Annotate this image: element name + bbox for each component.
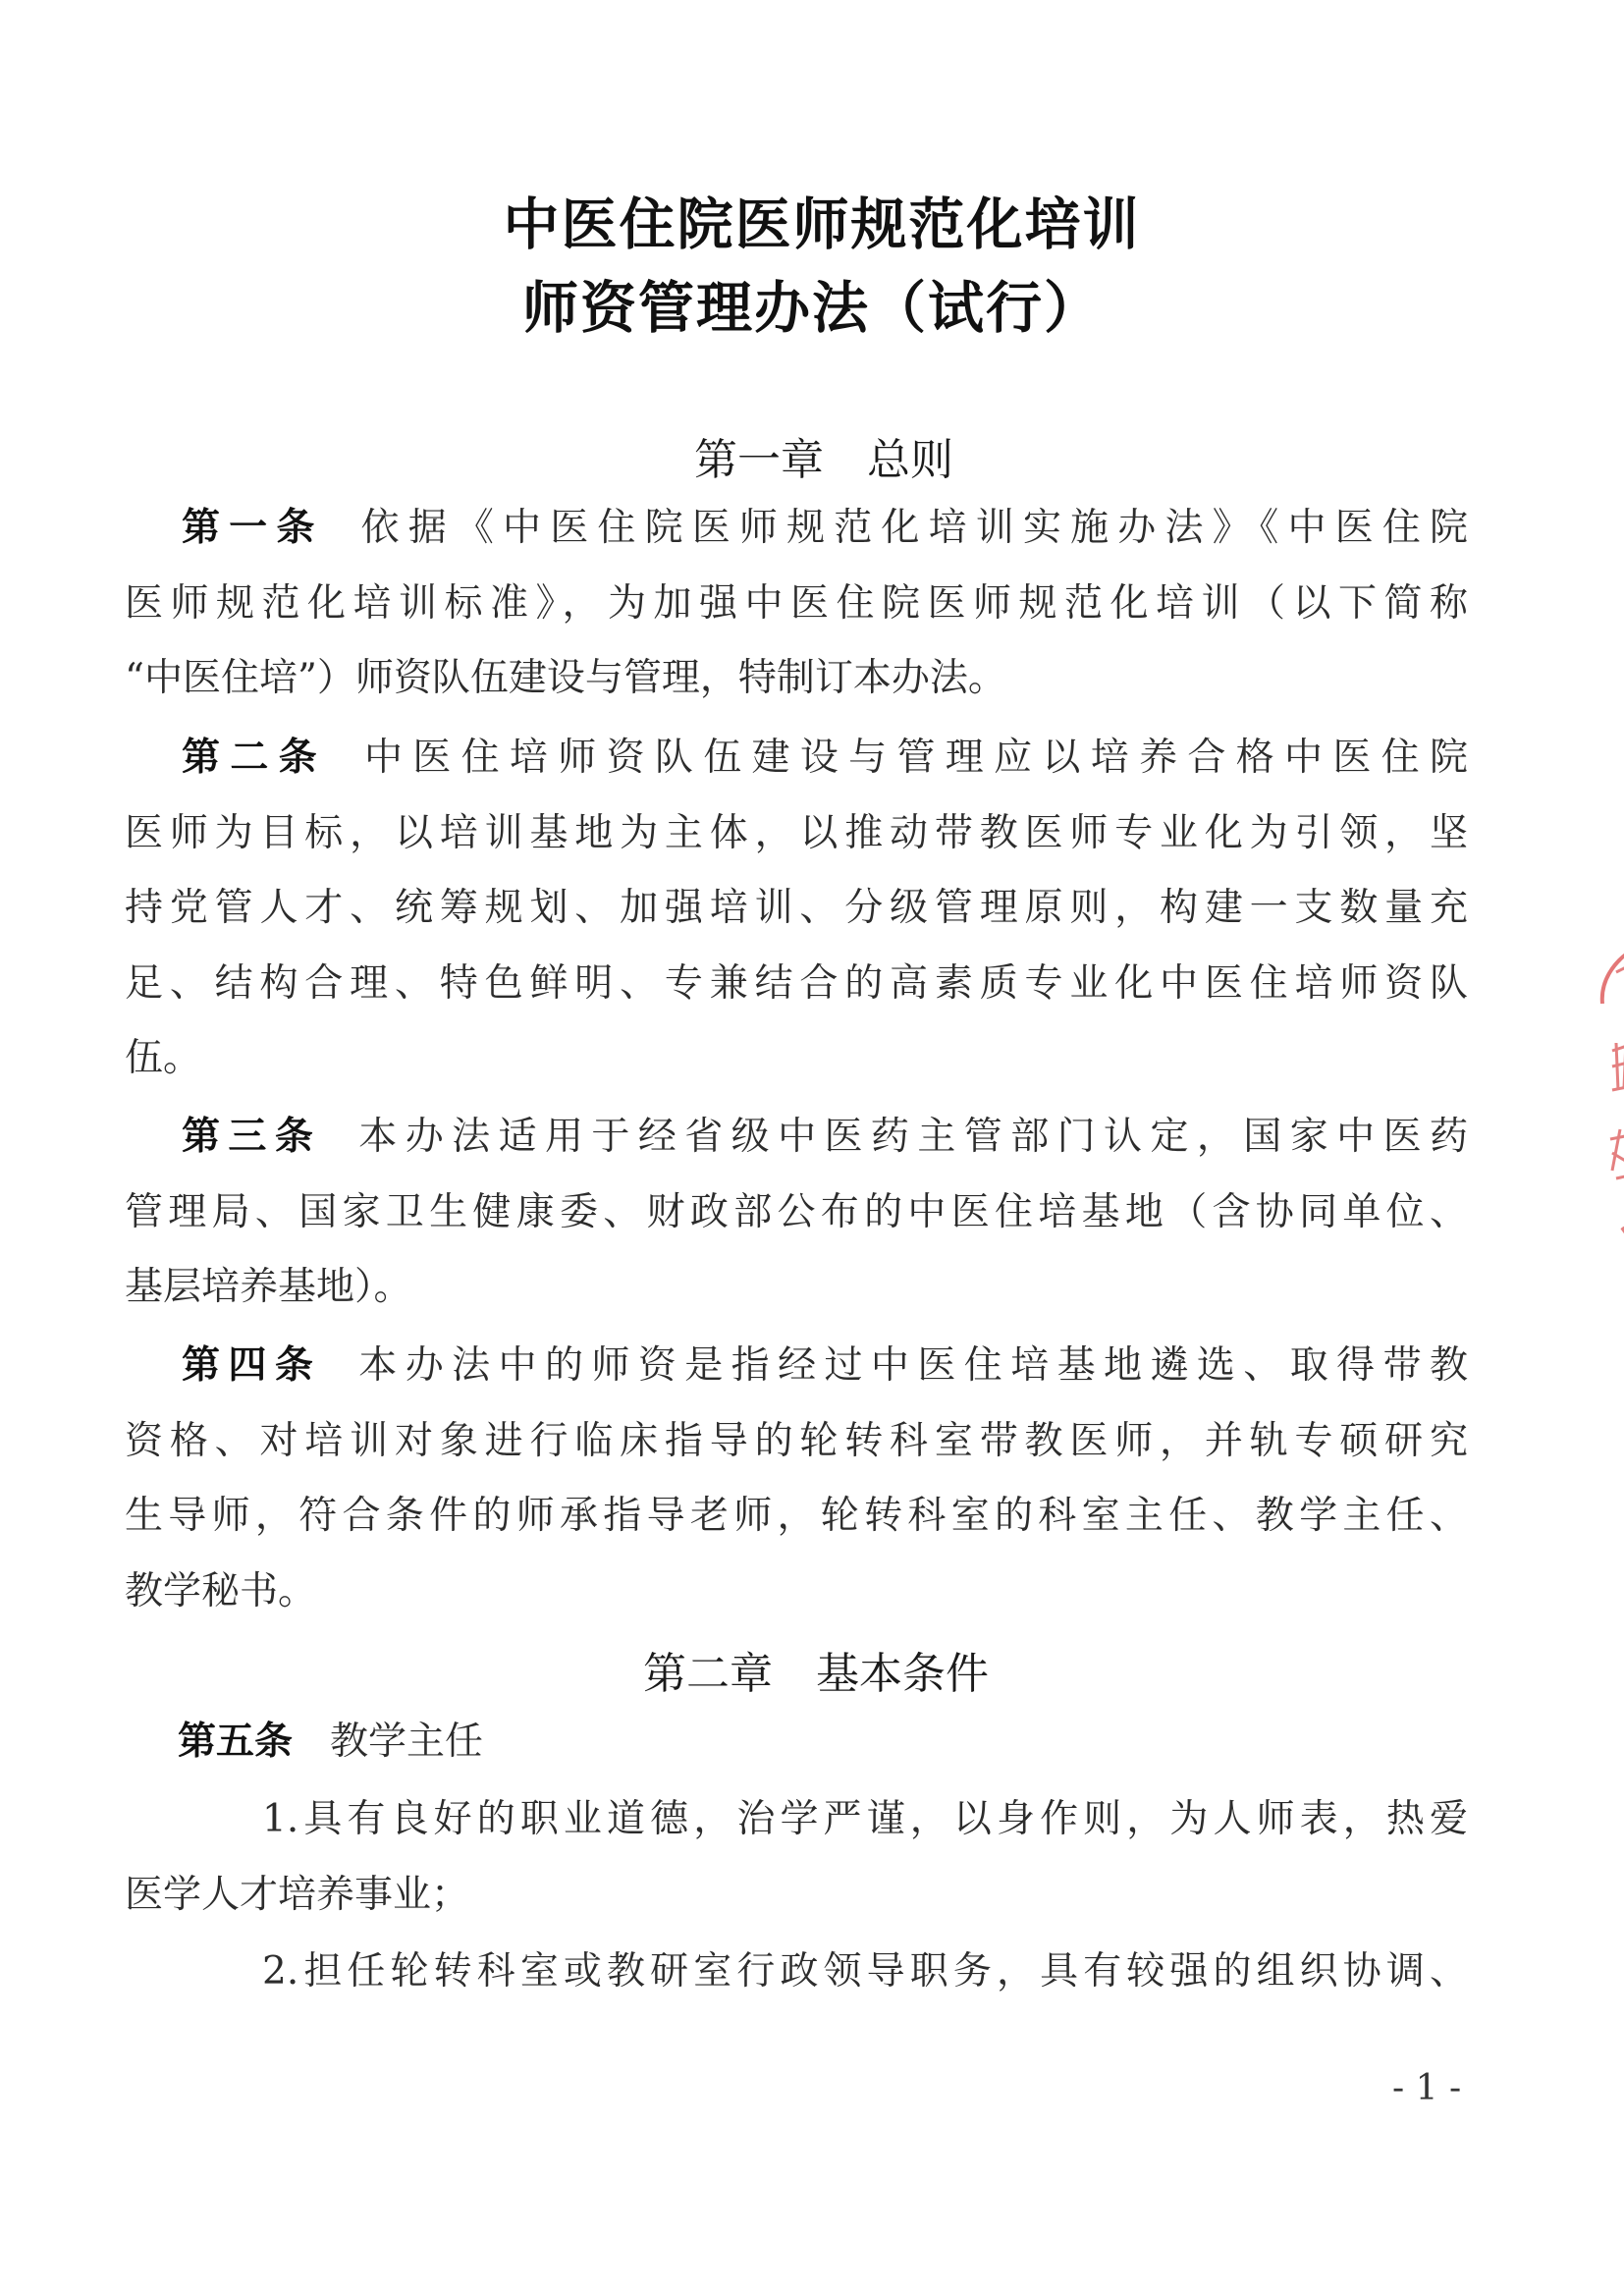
seal-stamp-fragment	[1583, 943, 1624, 1257]
article-3	[125, 1100, 1468, 1326]
article-3-lead: 第三条	[182, 1115, 322, 1159]
article-2	[125, 721, 1468, 1097]
article-2-line-5: 伍。	[125, 1036, 202, 1080]
article-2-line-2: 医师为目标，以培训基地为主体，以推动带教医师专业化为引领，坚	[125, 810, 1468, 855]
article-1-line-3: “中医住培”）师资队伍建设与管理，特制订本办法。	[125, 656, 1006, 700]
chapter-2-heading	[4, 1638, 1624, 1701]
article-5-text-1: 教学主任	[330, 1720, 484, 1764]
article-5-lead: 第五条	[178, 1720, 294, 1764]
article-1	[125, 491, 1468, 717]
chapter-2-label: 第二章	[643, 1649, 773, 1699]
article-2-lead: 第二条	[182, 736, 327, 780]
document-title-line-2: 师资管理办法（试行）	[522, 276, 1102, 341]
list-item-1	[125, 1782, 1468, 1933]
article-4-line-3: 生导师，符合条件的师承指导老师，轮转科室的科室主任、教学主任、	[125, 1494, 1468, 1538]
article-1-text-1: 依据《中医住院医师规范化培训实施办法》《中医住院	[360, 506, 1468, 550]
chapter-1-heading	[12, 424, 1624, 487]
item-1-line-2: 医学人才培养事业；	[125, 1872, 470, 1917]
article-5	[178, 1705, 1468, 1780]
chapter-2-name: 基本条件	[816, 1649, 989, 1699]
article-4-lead: 第四条	[182, 1343, 322, 1388]
list-item-2	[182, 1935, 1468, 2010]
article-4-line-2: 资格、对培训对象进行临床指导的轮转科室带教医师，并轨专硕研究	[125, 1418, 1468, 1463]
item-1-line-1: 1.具有良好的职业道德，治学严谨，以身作则，为人师表，热爱	[262, 1797, 1468, 1841]
chapter-1-name: 总则	[867, 435, 953, 485]
article-3-line-1	[182, 1100, 1468, 1175]
article-1-lead: 第一条	[182, 506, 324, 550]
article-1-line-2: 医师规范化培训标准》，为加强中医住院医师规范化培训（以下简称	[125, 580, 1468, 626]
article-2-line-3: 持党管人才、统筹规划、加强培训、分级管理原则，构建一支数量充	[125, 886, 1468, 930]
article-4-text-1: 本办法中的师资是指经过中医住培基地遴选、取得带教	[358, 1343, 1468, 1388]
article-2-line-4: 足、结构合理、特色鲜明、专兼结合的高素质专业化中医住培师资队	[125, 960, 1468, 1006]
article-3-text-1: 本办法适用于经省级中医药主管部门认定，国家中医药	[358, 1115, 1468, 1159]
article-3-line-3: 基层培养基地）。	[125, 1265, 412, 1309]
article-5-line-1	[178, 1705, 1468, 1780]
item-2-line-1: 2.担任轮转科室或教研室行政领导职务，具有较强的组织协调、	[262, 1949, 1468, 1994]
page-number: - 1 -	[1392, 2068, 1462, 2108]
article-4-line-1	[182, 1329, 1468, 1404]
document-title-line-1: 中医住院医师规范化培训	[503, 192, 1141, 257]
article-2-text-1: 中医住培师资队伍建设与管理应以培养合格中医住院	[363, 736, 1468, 780]
chapter-1-label: 第一章	[694, 435, 824, 485]
article-4-line-4: 教学秘书。	[125, 1568, 317, 1613]
article-3-line-2: 管理局、国家卫生健康委、财政部公布的中医住培基地（含协同单位、	[125, 1189, 1468, 1234]
article-2-line-1	[182, 721, 1468, 796]
article-4	[125, 1329, 1468, 1629]
article-1-line-1	[182, 491, 1468, 567]
